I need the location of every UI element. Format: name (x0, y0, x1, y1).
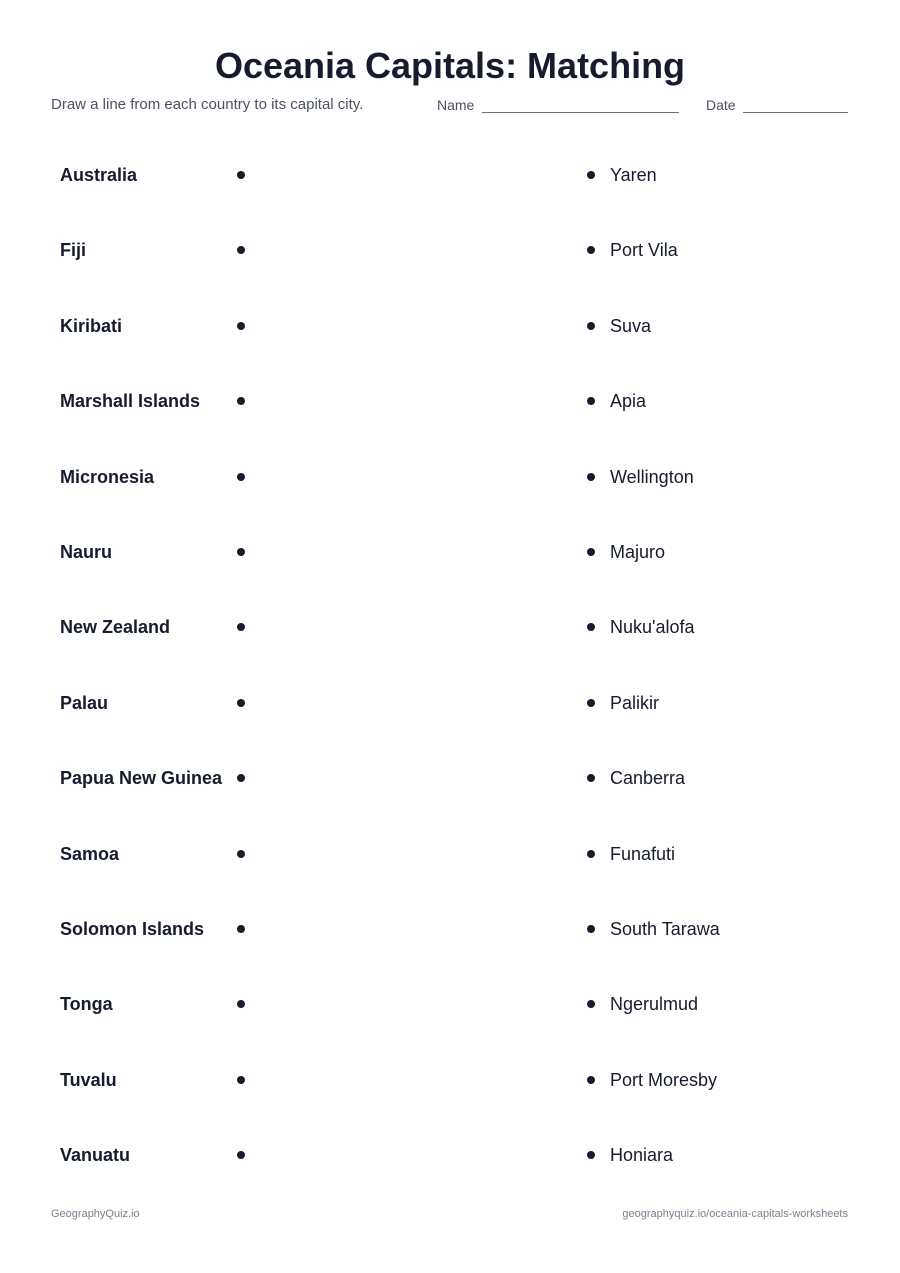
capital-connector-dot[interactable] (587, 925, 595, 933)
matching-row (0, 816, 900, 891)
name-label: Name (437, 97, 475, 113)
matching-row (0, 1042, 900, 1117)
name-field-line[interactable] (482, 112, 679, 113)
matching-row (0, 966, 900, 1041)
capital-label: Apia (610, 391, 647, 412)
worksheet-subheader (51, 95, 848, 115)
country-label: Micronesia (60, 466, 155, 487)
country-label: Australia (60, 165, 138, 185)
country-label: Palau (60, 692, 109, 713)
country-connector-dot[interactable] (237, 925, 245, 933)
capital-connector-dot[interactable] (587, 1076, 595, 1084)
country-connector-dot[interactable] (237, 1151, 245, 1159)
matching-row (0, 665, 900, 740)
footer-url: geographyquiz.io/oceania-capitals-worksheets (622, 1208, 848, 1220)
country-connector-dot[interactable] (237, 171, 245, 179)
matching-row (0, 137, 900, 212)
matching-row (0, 1117, 900, 1192)
matching-list (0, 137, 900, 1192)
matching-row (0, 514, 900, 589)
country-label: Nauru (60, 541, 113, 562)
country-connector-dot[interactable] (237, 699, 245, 707)
capital-connector-dot[interactable] (587, 397, 595, 405)
matching-row (0, 363, 900, 438)
capital-label: Canberra (610, 768, 686, 789)
instructions-text: Draw a line from each country to its capital city. (51, 96, 364, 113)
capital-label: Funafuti (610, 843, 676, 864)
footer-brand: GeographyQuiz.io (51, 1208, 140, 1220)
matching-row (0, 288, 900, 363)
matching-row (0, 891, 900, 966)
country-connector-dot[interactable] (237, 1000, 245, 1008)
matching-row (0, 439, 900, 514)
country-label: Solomon Islands (60, 918, 205, 939)
capital-label: Nuku'alofa (610, 617, 695, 638)
capital-connector-dot[interactable] (587, 322, 595, 330)
country-label: Tuvalu (60, 1069, 117, 1090)
country-label: Papua New Guinea (60, 768, 223, 789)
capital-label: Port Moresby (610, 1069, 718, 1090)
country-label: New Zealand (60, 617, 171, 638)
capital-connector-dot[interactable] (587, 548, 595, 556)
capital-connector-dot[interactable] (587, 623, 595, 631)
date-label: Date (706, 97, 736, 113)
capital-connector-dot[interactable] (587, 699, 595, 707)
country-connector-dot[interactable] (237, 322, 245, 330)
country-connector-dot[interactable] (237, 548, 245, 556)
capital-label: Honiara (610, 1145, 674, 1166)
capital-connector-dot[interactable] (587, 1000, 595, 1008)
capital-label: Yaren (610, 165, 657, 185)
date-field-line[interactable] (743, 112, 848, 113)
country-label: Vanuatu (60, 1145, 131, 1166)
capital-label: Port Vila (610, 240, 678, 261)
country-connector-dot[interactable] (237, 850, 245, 858)
country-connector-dot[interactable] (237, 1076, 245, 1084)
country-connector-dot[interactable] (237, 774, 245, 782)
country-connector-dot[interactable] (237, 473, 245, 481)
capital-connector-dot[interactable] (587, 774, 595, 782)
worksheet-title: Oceania Capitals: Matching (214, 45, 686, 86)
capital-connector-dot[interactable] (587, 1151, 595, 1159)
capital-label: Palikir (610, 692, 660, 713)
country-label: Kiribati (60, 315, 123, 336)
country-connector-dot[interactable] (237, 246, 245, 254)
capital-connector-dot[interactable] (587, 246, 595, 254)
country-label: Fiji (60, 240, 86, 261)
capital-label: South Tarawa (610, 918, 720, 939)
matching-row (0, 589, 900, 664)
matching-row (0, 212, 900, 287)
capital-connector-dot[interactable] (587, 850, 595, 858)
capital-connector-dot[interactable] (587, 473, 595, 481)
matching-row (0, 740, 900, 815)
capital-connector-dot[interactable] (587, 171, 595, 179)
capital-label: Ngerulmud (610, 994, 699, 1015)
country-connector-dot[interactable] (237, 623, 245, 631)
capital-label: Suva (610, 315, 652, 336)
capital-label: Majuro (610, 541, 666, 562)
country-label: Samoa (60, 843, 120, 864)
country-connector-dot[interactable] (237, 397, 245, 405)
country-label: Tonga (60, 994, 113, 1015)
capital-label: Wellington (610, 466, 694, 487)
country-label: Marshall Islands (60, 391, 201, 412)
